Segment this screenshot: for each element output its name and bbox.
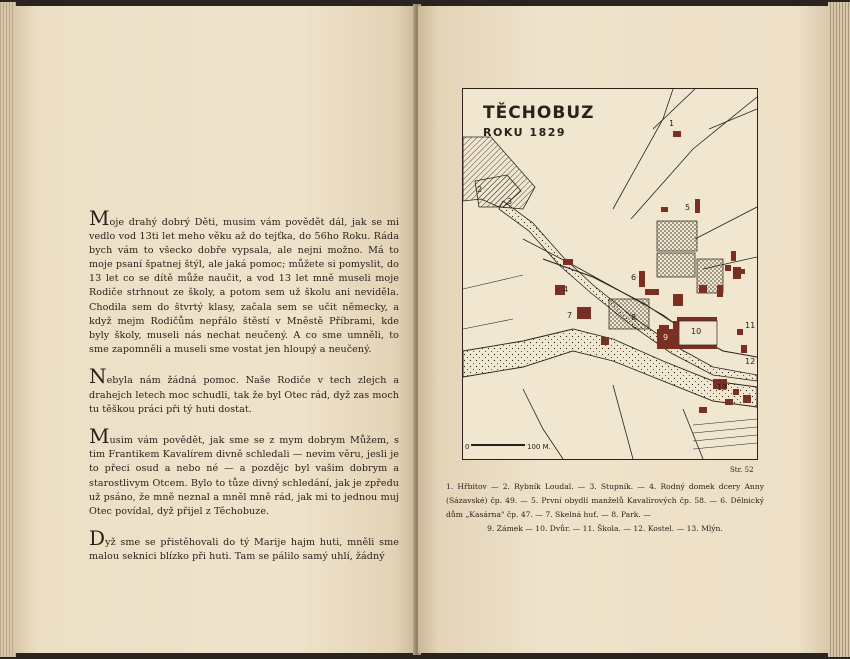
- paragraph: [89, 424, 399, 519]
- road-north: [613, 89, 673, 209]
- drop-cap: D: [89, 526, 106, 551]
- map-label-3: 3: [507, 197, 513, 206]
- map-label-6: 6: [631, 273, 637, 282]
- map-label-11: 11: [745, 321, 756, 330]
- map-subtitle: ROKU 1829: [483, 126, 567, 139]
- right-page: [418, 6, 830, 653]
- field-block: [657, 221, 697, 251]
- map-label-5: 5: [685, 203, 691, 212]
- map-label-8: 8: [631, 313, 637, 322]
- scale-start-label: 0: [465, 443, 470, 451]
- building: [737, 329, 743, 335]
- park-area: [609, 299, 649, 329]
- map-label-12: 12: [745, 357, 756, 366]
- right-page-edges: [828, 2, 850, 657]
- page-reference: Str. 52: [730, 466, 754, 474]
- building: [677, 317, 717, 321]
- map-title: TĚCHOBUZ: [483, 103, 595, 123]
- map-label-7: 7: [567, 311, 573, 320]
- field-block: [657, 253, 695, 277]
- building: [563, 259, 573, 265]
- drop-cap: M: [89, 424, 110, 449]
- building: [673, 321, 679, 329]
- building: [743, 395, 751, 403]
- body-text: [89, 206, 399, 577]
- building: [741, 345, 747, 353]
- legend-line: 1. Hřbitov — 2. Rybník Loudal. — 3. Stupník. — 4. Rodný domek dcery Anny (Sázavské) čp. 49. — 5. První obydlí manželů Kavalírových čp. 58. — 6. Dělnický dům „Kasárna" čp. 47. — 7. Skelná huť. — 8. Park. —: [446, 482, 764, 519]
- building: [725, 399, 733, 405]
- map-drawing: [463, 89, 757, 459]
- drop-cap: N: [89, 364, 107, 389]
- map-label-2: 2: [477, 185, 483, 194]
- paragraph-text: yž sme se přistěhovali do tý Marije hajm huti, mněli sme malou seknici blízko při huti. Tam se pálilo samý uhlí, žádný: [89, 537, 399, 563]
- village-map: [462, 88, 758, 460]
- building: [639, 271, 645, 287]
- map-label-9: 9: [663, 333, 669, 342]
- scale-end-label: 100 M.: [527, 443, 551, 451]
- map-legend: [446, 480, 764, 536]
- paragraph: [89, 206, 399, 357]
- building: [673, 131, 681, 137]
- building: [645, 289, 659, 295]
- paragraph: [89, 526, 399, 564]
- paragraph-text: usim vám povědět, jak sme se z mym dobrym Můžem, s tim Frantikem Kavalírem divně schledali — nevim věru, jesli je to přeci osud a nebo né — a pozdějc byl vašim dobrym a starostlivym Otcem. Bylo to tůze divný schledání, jak je zpředu už psáno, že mně neznal a mněl mně rád, jak mi to jednou muj Otec povídal, dyž přijel z Těchobuze.: [89, 435, 399, 517]
- building: [733, 389, 739, 395]
- paragraph-text: ebyla nám žádná pomoc. Naše Rodiče v tech zlejch a drahejch letech moc schudli, tak že byl Otec rád, dyž zas moch tu těškou práci při tý huti dostat.: [89, 375, 399, 415]
- legend-line: 9. Zámek — 10. Dvůr. — 11. Škola. — 12. Kostel. — 13. Mlýn.: [487, 524, 723, 533]
- building: [695, 199, 700, 213]
- building: [731, 251, 736, 261]
- map-label-4: 4: [563, 285, 569, 294]
- road-north-2: [631, 97, 757, 219]
- map-label-13: 13: [717, 383, 728, 392]
- building: [725, 265, 731, 271]
- left-page: [14, 6, 416, 653]
- map-label-1: 1: [669, 119, 675, 128]
- drop-cap: M: [89, 206, 110, 230]
- paragraph-text: oje drahý dobrý Děti, musim vám povědět dál, jak se mi vedlo vod 13ti let meho věku až do tejťka, do 56ho Roku. Ráda bych vám to všecko dobře vypsala, ale nejni možno. Má to moje psaní špatnej štýl, ale jaká pomoc; můžete si pomyslit, do 13 let co se dítě může naučit, a vod 13 let mně museli moje Rodiče strhnout ze školy, a potom sem už školu ani neviděla. Chodila sem do štvrtý klasy, začala sem se učit německy, a když mejm Rodičům nepřálo štěstí v Mněstě Příbrami, kde byly školy, museli nás nechat neučený. A co sme umněli, to sme zapomněli a museli sme vostat jen hloupý a neučený.: [89, 217, 399, 355]
- building: [717, 285, 723, 297]
- paragraph: [89, 364, 399, 416]
- building: [699, 285, 707, 293]
- building: [661, 207, 668, 212]
- building: [699, 407, 707, 413]
- building: [577, 307, 591, 319]
- building: [601, 337, 609, 345]
- map-label-10: 10: [691, 327, 702, 336]
- building: [673, 294, 683, 306]
- building: [739, 269, 745, 274]
- building: [677, 345, 717, 349]
